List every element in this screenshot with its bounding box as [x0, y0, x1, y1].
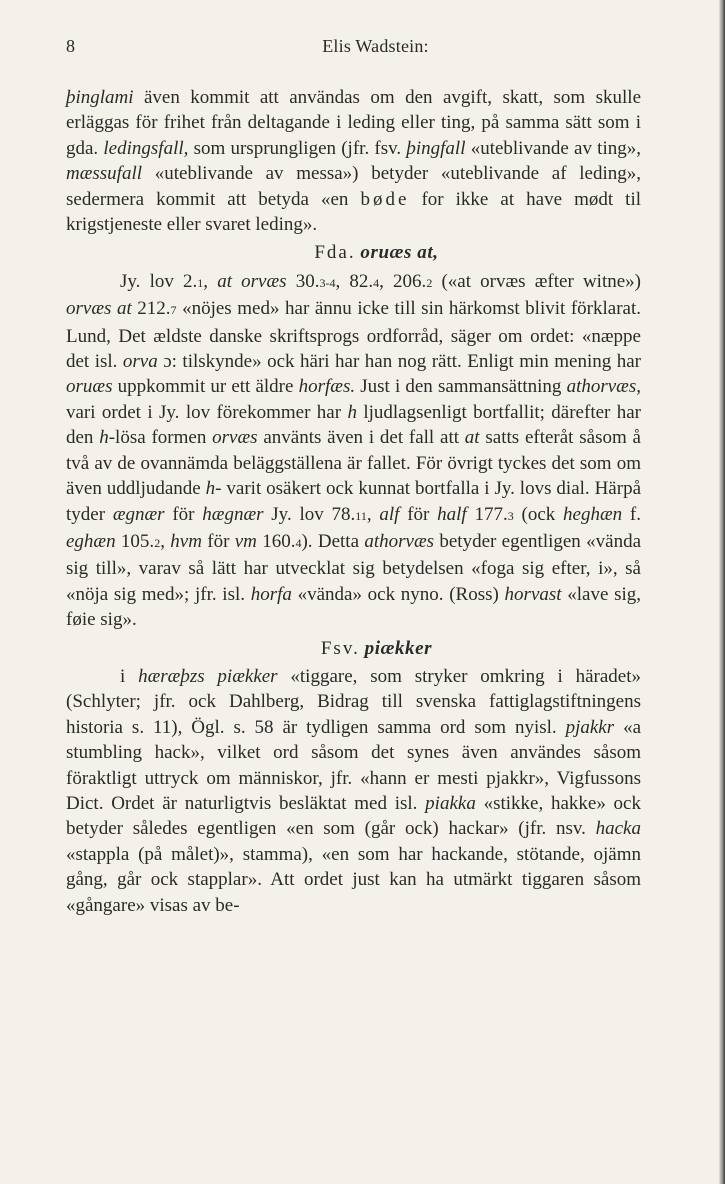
- italic-term: orvæs at: [66, 298, 132, 320]
- subscript-number: 2: [426, 275, 433, 290]
- italic-term: horfæs.: [298, 376, 356, 398]
- text-run: ljudlagsenligt bortfallit; därefter har den: [66, 401, 642, 449]
- page-body: [66, 85, 641, 918]
- page-header: [66, 36, 641, 62]
- subscript-number: 1: [197, 275, 204, 290]
- italic-term: horvast: [504, 583, 562, 605]
- subscript-number: 3: [507, 508, 514, 523]
- subscript-number: 4: [373, 275, 380, 290]
- italic-term: h: [347, 401, 357, 423]
- text-run: -lösa formen: [108, 427, 213, 449]
- text-run: 177.: [466, 503, 508, 525]
- text-run: «vända» ock nyno. (Ross): [291, 583, 505, 605]
- headword: oruæs at,: [360, 242, 439, 264]
- text-run: ,: [160, 530, 171, 552]
- italic-term: oruæs: [66, 376, 113, 398]
- italic-term: alf: [379, 503, 400, 525]
- text-run: «stappla (på målet)», stamma), «en som har hackande, stötande, ojämn gång, går ock stapplar». Att ordet just kan ha utmärkt tiggaren såsom «gångare» visas av be-: [66, 843, 641, 916]
- italic-term: at orvæs: [217, 270, 287, 292]
- text-run: ,: [366, 503, 380, 525]
- italic-term: heghæn: [563, 503, 623, 525]
- text-run: 105.: [115, 530, 155, 552]
- text-run: satts efteråt såsom å två av de ovannämda beläggställena är fallet. För övrigt tyckes det som om även uddljudande: [66, 427, 641, 500]
- italic-term: h: [205, 478, 216, 500]
- text-run: använts även i det fall att: [257, 427, 465, 449]
- text-run: bøde: [360, 188, 410, 210]
- text-run: som ursprungligen (jfr. fsv.: [188, 137, 407, 159]
- italic-term: half: [437, 503, 467, 525]
- subscript-number: 7: [170, 303, 177, 318]
- text-run: Jy. lov 2.: [120, 270, 198, 292]
- running-head: Elis Wadstein:: [322, 36, 429, 56]
- italic-term: piakka: [425, 792, 476, 814]
- text-run: 212.: [131, 298, 171, 320]
- italic-term: h: [99, 427, 109, 449]
- subscript-number: 3-4: [319, 275, 336, 290]
- subscript-number: 11: [355, 508, 367, 523]
- italic-term: hægnær: [202, 503, 264, 525]
- italic-term: hæræþzs piækker: [138, 665, 278, 687]
- text-run: ɔ: tilskynde» ock häri har han nog rätt. Enligt min mening har: [157, 351, 641, 373]
- italic-term: at: [464, 427, 480, 449]
- subscript-number: 4: [295, 535, 302, 550]
- text-run: «stikke, hakke» ock betyder således egentligen «en som (går ock) hackar» (jfr. nsv.: [66, 792, 641, 840]
- italic-term: pjakkr: [565, 716, 615, 738]
- italic-term: hacka: [595, 818, 641, 840]
- text-run: ,: [203, 270, 218, 292]
- italic-term: ægnær: [112, 503, 165, 525]
- italic-term: horfa: [250, 583, 292, 605]
- page-number: 8: [66, 36, 76, 56]
- italic-term: mæssufall: [66, 163, 143, 185]
- text-run: («at orvæs æfter witne»): [432, 270, 641, 292]
- text-run: Jy. lov 78.: [263, 503, 356, 525]
- italic-term: eghæn: [66, 530, 116, 552]
- text-run: vari ordet i Jy. lov förekommer har: [66, 401, 348, 423]
- text-run: i: [120, 665, 139, 687]
- headword: piækker: [364, 637, 433, 659]
- text-run: Just i den sammansättning: [355, 376, 567, 398]
- paragraph: [66, 269, 641, 633]
- text-run: «a stumbling hack», vilket ord såsom det synes även användes såsom föraktligt uttryck om människor, jfr. «hann er mesti pjakkr», Vigfussons Dict. Ordet är naturligtvis besläktat med isl.: [66, 716, 642, 814]
- text-run: 160.: [256, 530, 296, 552]
- italic-term: orva: [122, 351, 158, 373]
- text-run: «uteblivande av messa») betyder «uteblivande af leding», sedermera kommit att betyda «en: [66, 163, 641, 210]
- text-run: för: [399, 503, 438, 525]
- text-run: «nöjes med» har ännu icke till sin härkomst blivit förklarat. Lund, Det ældste danske skriftsprogs ordforråd, säger om ordet: «næppe det isl.: [66, 298, 641, 373]
- text-run: for ikke at have mødt til krigstjeneste eller svaret leding».: [66, 188, 642, 236]
- text-run: «tiggare, som stryker omkring i häradet» (Schlyter; jfr. ock Dahlberg, Bidrag till svenska fattiglagstiftningens historia s. 11), Ögl. s. 58 är tydligen samma ord som nyisl.: [66, 665, 641, 738]
- language-label: Fda.: [314, 242, 356, 264]
- italic-term: þingfall: [406, 137, 466, 159]
- text-run: för: [164, 503, 203, 525]
- text-run: betyder egentligen «vända sig till», varav så lätt har utvecklat sig betydelsen «foga sig efter, i», så «nöja sig med»; jfr. isl.: [66, 530, 642, 605]
- italic-term: ledingsfall,: [103, 137, 189, 159]
- text-run: «uteblivande av ting»,: [465, 137, 641, 159]
- text-run: även kommit att användas om den avgift, skatt, som skulle erläggas för frihet från deltagande i leding eller ting, på samma sätt som i gda.: [66, 87, 641, 159]
- text-run: för: [201, 530, 235, 552]
- text-run: ). Detta: [301, 530, 365, 552]
- text-run: - varit osäkert ock kunnat bortfalla i Jy. lovs dial. Härpå tyder: [66, 478, 641, 525]
- paragraph: [66, 85, 641, 237]
- italic-term: orvæs: [212, 427, 258, 449]
- text-run: (ock: [513, 503, 564, 525]
- text-run: uppkommit ur ett äldre: [112, 376, 299, 398]
- section-heading: [66, 240, 641, 265]
- text-run: , 82.: [335, 270, 374, 292]
- section-heading: [66, 636, 641, 661]
- italic-term: athorvæs: [364, 530, 435, 552]
- text-run: 30.: [286, 270, 320, 292]
- text-run: «lave sig, føie sig».: [66, 583, 642, 631]
- text-run: , 206.: [379, 270, 427, 292]
- paragraph: [66, 664, 641, 918]
- page-edge-shadow: [719, 0, 725, 1184]
- italic-term: þinglami: [66, 87, 134, 108]
- language-label: Fsv.: [320, 637, 360, 659]
- subscript-number: 2: [154, 535, 161, 550]
- text-run: f.: [622, 503, 642, 525]
- italic-term: vm: [234, 530, 257, 552]
- italic-term: athorvæs,: [566, 376, 642, 398]
- italic-term: hvm: [170, 530, 202, 552]
